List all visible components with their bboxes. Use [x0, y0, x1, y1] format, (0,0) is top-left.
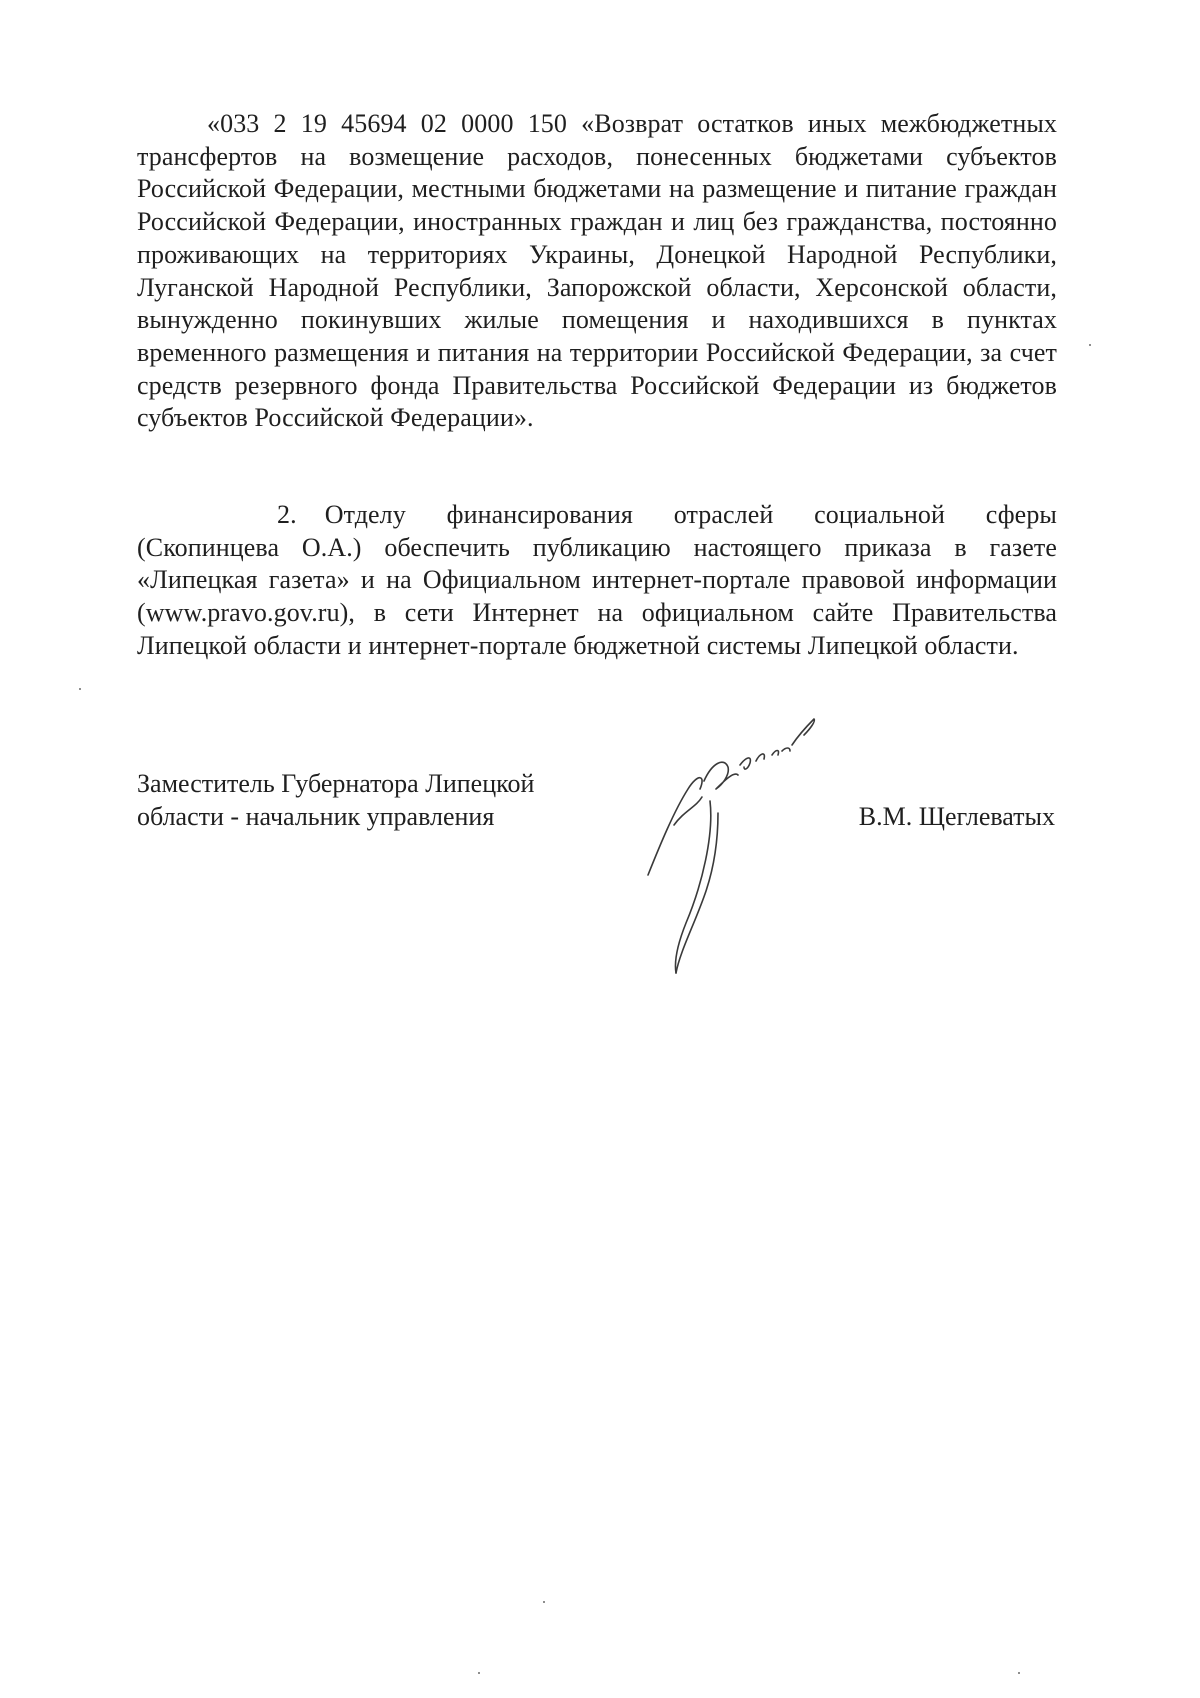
signatory-title-line-2: области - начальник управления	[137, 802, 495, 831]
signatory-title	[137, 767, 534, 833]
scan-speck	[79, 688, 81, 690]
paragraph-2	[137, 499, 1057, 663]
scan-speck	[1018, 1672, 1020, 1674]
scan-speck	[543, 1601, 545, 1603]
signature-icon	[640, 715, 870, 975]
paragraph-2-text: Отделу финансирования отраслей социальной сферы (Скопинцева О.А.) обеспечить публикацию настоящего приказа в газете «Липецкая газета» и на Официальном интернет-портале правовой информации (www.pravo.gov.ru), в сети Интернет на официальном сайте Правительства Липецкой области и интернет-портале бюджетной системы Липецкой области.	[137, 500, 1057, 660]
paragraph-budget-code: «033 2 19 45694 02 0000 150 «Возврат остатков иных межбюджетных трансфертов на возмещение расходов, понесенных бюджетами субъектов Российской Федерации, местными бюджетами на размещение и питание граждан Российской Федерации, иностранных граждан и лиц без гражданства, постоянно проживающих на территориях Украины, Донецкой Народной Республики, Луганской Народной Республики, Запорожской области, Херсонской области, вынужденно покинувших жилые помещения и находившихся в пунктах временного размещения и питания на территории Российской Федерации, за счет средств резервного фонда Правительства Российской Федерации из бюджетов субъектов Российской Федерации».	[137, 109, 1057, 433]
paragraph-2-number: 2.	[277, 500, 297, 529]
signatory-name: В.М. Щеглеватых	[858, 802, 1055, 831]
signatory-title-line-1: Заместитель Губернатора Липецкой	[137, 769, 535, 798]
scan-speck	[1089, 344, 1091, 346]
scan-speck	[478, 1672, 480, 1674]
